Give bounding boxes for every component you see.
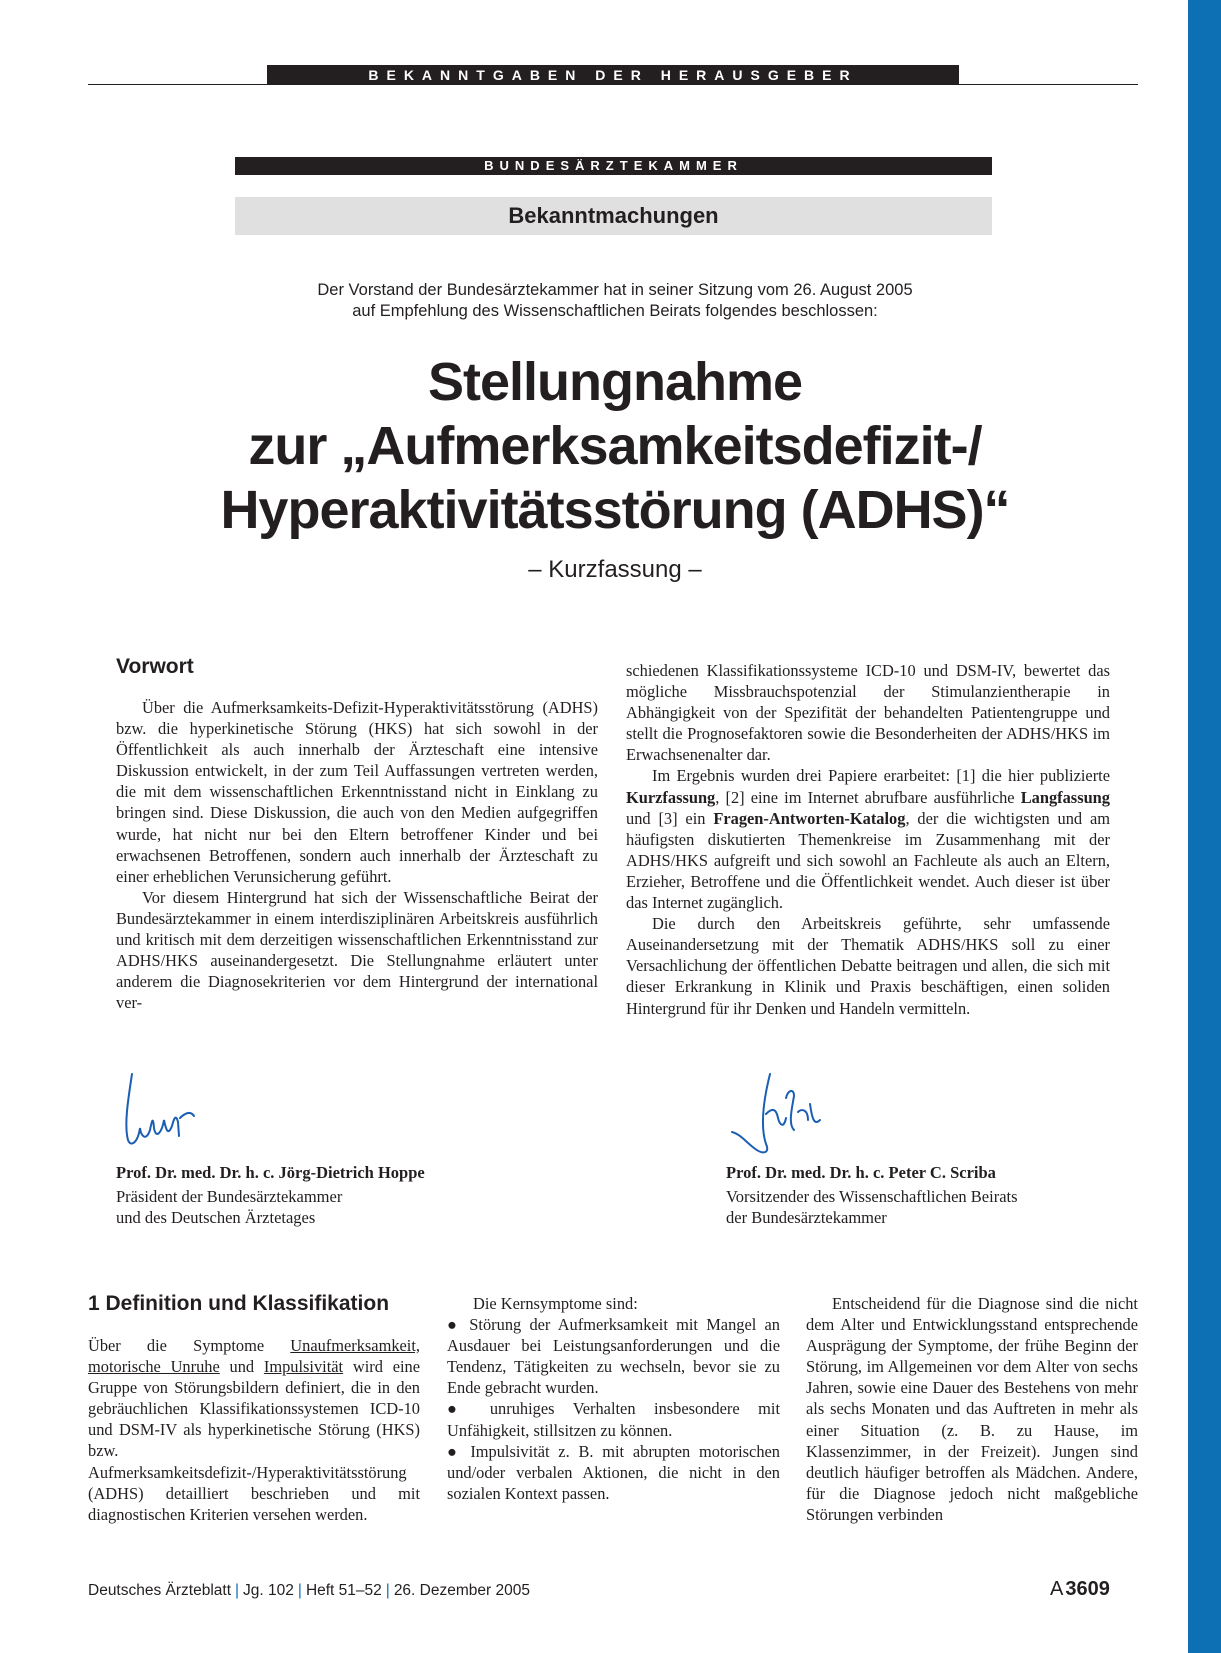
article-subtitle: – Kurzfassung – [528, 556, 702, 583]
paragraph: schiedenen Klassifikationssysteme ICD-10 und DSM-IV, bewertet das mögliche Missbrauchspotenzial der Stimulanzientherapie in Abhängigkeit von der Spezifität der behandelten Patientengruppe und stellt die Prognosefaktoren sowie die Besonderheiten der ADHS/HKS im Erwachsenenalter dar. [626, 661, 1110, 765]
paragraph: Die durch den Arbeitskreis geführte, sehr umfassende Auseinandersetzung mit der Thematik ADHS/HKS soll zu einer Versachlichung der öffentlichen Debatte beitragen und allen, die sich mit dieser Erkrankung in Klinik und Praxis beschäftigen, einen soliden Hintergrund für ihr Denken und Handeln vermitteln. [626, 914, 1110, 1018]
signatory-role [116, 1186, 342, 1228]
article-title [120, 350, 1110, 542]
bullet-icon: ● [447, 1441, 471, 1461]
text-run: und [219, 1357, 264, 1377]
bullet-icon: ● [447, 1315, 470, 1335]
bullet-icon: ● [447, 1399, 490, 1419]
role-line: Präsident der Bundesärztekammer [116, 1187, 343, 1206]
title-line: Stellungnahme [427, 352, 803, 412]
text-run: , der die wichtigsten und am häufigsten diskutierten Themenkreise im Zusammenhang mit der ADHS/HKS aufgreift und sich sowohl an Fachleute als auch an Eltern, Erzieher, Betroffene und die Öffentlichkeit wendet. Auch dieser ist über das Internet zugänglich. [626, 808, 1111, 913]
paragraph: Die Kernsymptome sind: [473, 1294, 638, 1313]
signatory-name: Prof. Dr. med. Dr. h. c. Jörg-Dietrich Hoppe [116, 1163, 425, 1182]
signature-hoppe-image [118, 1070, 208, 1152]
page-number-value: 3609 [1065, 1578, 1110, 1600]
bullet-item [447, 1398, 780, 1440]
bold-term: Langfassung [1020, 787, 1110, 807]
vorwort-left-column [116, 697, 598, 1013]
title-line: zur „Aufmerksamkeitsdefizit-/ [248, 416, 982, 476]
text-run: und [3] ein [626, 808, 714, 828]
bold-term: Kurzfassung [626, 787, 716, 807]
intro-line: auf Empfehlung des Wissenschaftlichen Beirats folgendes beschlossen: [352, 302, 878, 320]
page-number [1050, 1578, 1110, 1601]
journal-name: Deutsches Ärzteblatt [88, 1582, 232, 1599]
section1-column-1 [88, 1335, 420, 1525]
paragraph [88, 1335, 420, 1525]
page-prefix: A [1050, 1578, 1064, 1600]
section-heading: 1 Definition und Klassifikation [88, 1292, 390, 1315]
bold-term: Fragen-Antworten-Katalog [713, 808, 906, 828]
paragraph: Entscheidend für die Diagnose sind die nicht dem Alter und Entwicklungsstand entsprechende Ausprägung der Symptome, der frühe Beginn der Störung, im Allgemeinen vor dem Alter von sechs Jahren, sowie eine Dauer des Bestehens von mehr als sechs Monaten und das Auftreten in mehr als einer Situation (z. B. zu Hause, im Klassenzimmer, in der Freizeit). Jungen sind deutlich häufiger betroffen als Mädchen. Andere, für die Diagnose jedoch nicht maßgebliche Störungen verbinden [806, 1294, 1138, 1524]
vorwort-heading: Vorwort [116, 655, 194, 678]
bullet-item [447, 1441, 780, 1504]
paragraph: Über die Aufmerksamkeits-Defizit-Hyperaktivitätsstörung (ADHS) bzw. die hyperkinetische Störung (HKS) hat sich sowohl in der Öffentlichkeit als auch innerhalb der Ärzteschaft eine intensive Diskussion entwickelt, in der zum Teil Auffassungen vertreten werden, die mit dem wissenschaftlichen Erkenntnisstand nicht in Einklang zu bringen sind. Diese Diskussion, die auch von den Medien aufgegriffen wurde, hat nicht nur bei den Eltern betroffener Kinder und bei erwachsenen Betroffenen, sondern auch innerhalb der Ärzteschaft zu einer erheblichen Verunsicherung geführt. [116, 698, 598, 886]
text-run: Über die Symptome [88, 1336, 291, 1355]
intro-text [200, 280, 1030, 322]
section1-column-2 [447, 1293, 780, 1504]
signatory-name: Prof. Dr. med. Dr. h. c. Peter C. Scriba [726, 1163, 996, 1182]
underlined-term: Unaufmerksamkeit, motorische Unruhe [88, 1336, 420, 1377]
title-line: Hyperaktivitätsstörung (ADHS)“ [220, 480, 1010, 540]
bullet-text: unruhiges Verhalten insbesondere mit Unfähigkeit, stillsitzen zu können. [447, 1399, 781, 1440]
underlined-term: Impulsivität [263, 1357, 344, 1377]
signature-scriba-image [728, 1068, 838, 1160]
vorwort-right-column [626, 660, 1110, 1019]
section1-column-3 [806, 1293, 1138, 1525]
bullet-item [447, 1314, 780, 1398]
separator: | [235, 1582, 240, 1599]
subsection-band: Bekanntmachungen [235, 197, 992, 235]
role-line: Vorsitzender des Wissenschaftlichen Beirats [726, 1187, 1018, 1206]
issue: Heft 51–52 [305, 1582, 382, 1599]
paragraph [626, 765, 1110, 913]
paragraph: Vor diesem Hintergrund hat sich der Wissenschaftliche Beirat der Bundesärztekammer in einem interdisziplinären Arbeitskreis ausführlich und kritisch mit dem derzeitigen wissenschaftlichen Erkenntnisstand zur ADHS/HKS auseinandergesetzt. Die Stellungnahme erläutert unter anderem die Diagnosekriterien vor dem Hintergrund der international ver- [116, 887, 598, 1013]
bullet-text: Störung der Aufmerksamkeit mit Mangel an Ausdauer bei Leistungsanforderungen und die Tendenz, Tätigkeiten zu wechseln, bevor sie zu Ende gebracht wurden. [447, 1315, 780, 1398]
edge-color-bar [1188, 0, 1221, 1653]
role-line: der Bundesärztekammer [726, 1208, 887, 1227]
separator: | [385, 1582, 390, 1599]
issue-date: 26. Dezember 2005 [393, 1582, 530, 1599]
intro-line: Der Vorstand der Bundesärztekammer hat in seiner Sitzung vom 26. August 2005 [317, 281, 913, 299]
top-rule [88, 84, 1138, 85]
text-run: Im Ergebnis wurden drei Papiere erarbeitet: [1] die hier publizierte [652, 766, 1110, 786]
section-band: BUNDESÄRZTEKAMMER [235, 157, 992, 175]
separator: | [297, 1582, 302, 1599]
page-footer [88, 1582, 530, 1600]
role-line: und des Deutschen Ärztetages [116, 1208, 316, 1227]
text-run: wird eine Gruppe von Störungsbildern definiert, die in den gebräuchlichen Klassifikationssystemen ICD-10 und DSM-IV als hyperkinetische Störung (HKS) bzw. Aufmerksamkeitsdefizit-/Hyperaktivitätsstörung (ADHS) detailliert beschrieben und mit diagnostischen Kriterien versehen werden. [88, 1357, 420, 1524]
volume: Jg. 102 [243, 1582, 294, 1599]
text-run: , [2] eine im Internet abrufbare ausführliche [715, 787, 1021, 807]
publisher-band: BEKANNTGABEN DER HERAUSGEBER [267, 65, 959, 85]
signatory-role [726, 1186, 1018, 1228]
bullet-text: Impulsivität z. B. mit abrupten motorischen und/oder verbalen Aktionen, die nicht in den sozialen Kontext passen. [447, 1441, 780, 1503]
